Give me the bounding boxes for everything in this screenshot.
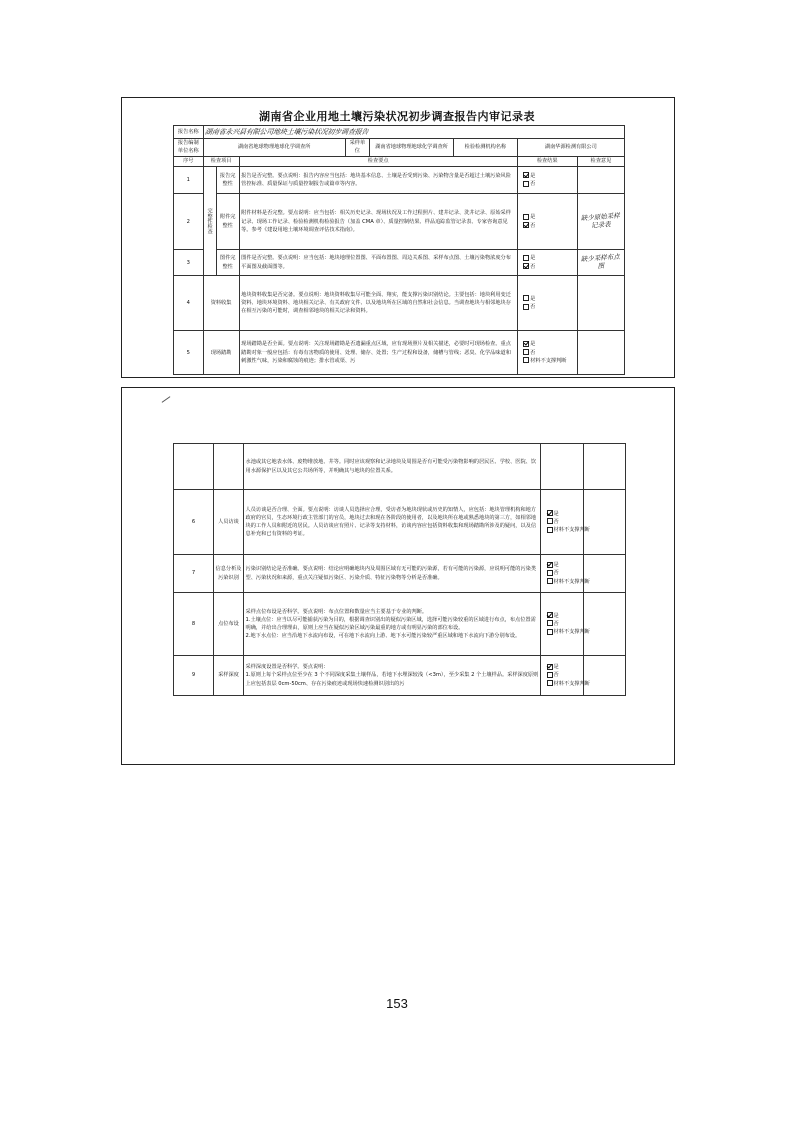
page-number: 153 [386, 996, 408, 1011]
checked-box-icon [523, 222, 529, 228]
table-row-2 [174, 194, 625, 250]
option-yes[interactable]: 是 [519, 254, 575, 262]
opinion-handwriting: 缺少采样布点图 [580, 252, 621, 271]
row-item-empty [214, 444, 244, 490]
row-result [517, 276, 577, 331]
review-table-part2 [173, 443, 626, 696]
row-seq: 4 [174, 276, 204, 331]
checkbox-icon [547, 518, 553, 524]
checked-box-icon [547, 612, 553, 618]
option-insufficient[interactable]: 材料不支撑判断 [543, 526, 582, 534]
content-line: 1.土壤点位：应当以尽可能捕获污染为目的，根据调查识别出的疑似污染区域，选择可能污染较重的区域进行布点，布点位置需明确，并给出合理理由，原则上应当在疑似污染区域污染最重的地方或有明显污染的部位布设。 [245, 616, 536, 631]
row-result [517, 250, 577, 276]
row-item: 报告完整性 [216, 167, 239, 194]
option-yes[interactable]: 是 [519, 172, 575, 180]
document-title: 湖南省企业用地土壤污染状况初步调查报告内审记录表 [259, 110, 535, 123]
option-no[interactable]: 否 [543, 518, 582, 526]
option-insufficient[interactable]: 材料不支撑判断 [543, 628, 582, 636]
tester-value: 湖南华源检测有限公司 [517, 138, 624, 156]
row-item: 附件完整性 [216, 194, 239, 250]
checkbox-icon [523, 255, 529, 261]
row-seq: 1 [174, 167, 204, 194]
checked-box-icon [547, 510, 553, 516]
checkbox-icon [523, 357, 529, 363]
table-row-1 [174, 167, 625, 194]
row-item: 采样深度 [214, 656, 244, 696]
row-opinion [584, 490, 626, 555]
checkbox-icon [523, 214, 529, 220]
row-seq: 9 [174, 656, 214, 696]
row-item: 资料收集 [203, 276, 239, 331]
checked-box-icon [523, 341, 529, 347]
row-content [244, 593, 541, 656]
checkbox-icon [523, 295, 529, 301]
checkbox-icon [547, 672, 553, 678]
row-seq: 3 [174, 250, 204, 276]
checkbox-icon [547, 527, 553, 533]
content-line: 采样点位布设是否科学。要点说明：布点位置和数量应当主要基于专业的判断。 [245, 608, 428, 615]
checkbox-icon [523, 349, 529, 355]
checked-box-icon [523, 263, 529, 269]
row-opinion [577, 331, 624, 375]
row-content: 污染识别结论是否准确。要点说明：结论应明确地块内及周围区域有无可能的污染源，若有可能的污染源，应说明可能的污染类型、污染状况和来源，重点关注疑似污染区、污染介质、特征污染物等分析是否准确。 [244, 555, 541, 593]
row-result [517, 167, 577, 194]
row-opinion [584, 555, 626, 593]
row-opinion [584, 656, 626, 696]
row-content [244, 656, 541, 696]
checked-box-icon [547, 664, 553, 670]
checkbox-icon [547, 680, 553, 686]
completeness-group-label: 完整性检查 [203, 167, 216, 276]
option-no[interactable]: 否 [543, 671, 582, 679]
row-opinion-empty [584, 444, 626, 490]
compiler-value: 湖南省地球物理地球化学调查所 [203, 138, 345, 156]
checkbox-icon [547, 570, 553, 576]
option-no[interactable]: 否 [519, 349, 575, 357]
header-seq: 序号 [174, 156, 204, 166]
row-content: 报告是否完整。要点说明：报告内容应当包括：地块基本信息、土壤是否受到污染、污染物含量是否超过土壤污染风险管控标准、质量保证与质量控制报告或篇章等内容。 [239, 167, 517, 194]
row-result [541, 490, 590, 555]
content-line: 采样深度设置是否科学。要点说明： [245, 664, 329, 671]
checked-box-icon [547, 562, 553, 568]
row-seq: 2 [174, 194, 204, 250]
row-content: 附件材料是否完整。要点说明：应当包括：相关历史记录、现场状况及工作过程照片、建井记录、洗井记录、原始采样记录、现场工作记录、检验检测机构检验报告（加盖 CMA 章）、质量控制结果、样品追踪监管记录表、专家咨询意见等。参考《建设用地土壤环境调查评估技术指南》。 [239, 194, 517, 250]
row-item: 人员访谈 [214, 490, 244, 555]
organization-row [174, 138, 625, 156]
content-line: 2.地下水点位：应当沿地下水流向布设，可在地下水流向上游、地下水可能污染较严重区域和地下水流向下游分别布设。 [245, 633, 521, 640]
option-yes[interactable]: 是 [543, 663, 582, 671]
report-name-value [203, 126, 624, 139]
row-seq: 6 [174, 490, 214, 555]
option-no[interactable]: 否 [519, 180, 575, 188]
header-item: 检查项目 [203, 156, 239, 166]
checked-box-icon [523, 172, 529, 178]
row-seq: 8 [174, 593, 214, 656]
row-item: 点位布设 [214, 593, 244, 656]
header-points: 检查要点 [239, 156, 517, 166]
option-no[interactable]: 否 [543, 569, 582, 577]
row-result-empty [541, 444, 584, 490]
checkbox-icon [547, 578, 553, 584]
option-yes[interactable]: 是 [543, 612, 582, 620]
checkbox-icon [547, 620, 553, 626]
content-line: 1.原则上每个采样点位至少在 3 个不同深度采集土壤样品，若地下水埋深较浅（<3m），至少采集 2 个土壤样品。采样深度原则上应包括表层 0cm-50cm、存在污染痕迹或现场快速检测识别出的污 [245, 672, 539, 687]
option-yes[interactable]: 是 [543, 561, 582, 569]
row-seq-empty [174, 444, 214, 490]
option-yes[interactable]: 是 [519, 213, 575, 221]
row-result [517, 331, 577, 375]
row-item: 现场踏勘 [203, 331, 239, 375]
row-content: 现场踏勘是否全面。要点说明：关注现场踏勘是否遗漏重点区域，应有现场照片及相关描述，必要时可现场检查。重点踏勘对象一般应包括：有毒有害物质的使用、处理、储存、处置；生产过程和设备，储槽与管线；恶臭、化学品味道和刺激性气味，污染和腐蚀的痕迹；排水管或渠、污 [239, 331, 517, 375]
sampler-label: 采样单位 [345, 138, 369, 156]
row-opinion [577, 276, 624, 331]
row-content: 图件是否完整。要点说明：应当包括：地块地理位置图、平面布置图、周边关系图、采样布点图、土壤污染物浓度分布平面图及截面图等。 [239, 250, 517, 276]
sampler-value: 湖南省地球物理地球化学调查所 [369, 138, 453, 156]
table-row-7 [174, 555, 626, 593]
row-result [541, 593, 590, 656]
row-result [541, 656, 590, 696]
row-content: 水池或其它地表水体、废物堆放地、井等。同时应该观察和记录地块及周围是否有可能受污染物影响的居民区、学校、医院、饮用水源保护区以及其它公共场所等，并明确其与地块的位置关系。 [244, 444, 541, 490]
checkbox-icon [547, 629, 553, 635]
row-result [517, 194, 577, 250]
header-opinion: 检查意见 [577, 156, 624, 166]
option-yes[interactable]: 是 [519, 295, 575, 303]
row-seq: 5 [174, 331, 204, 375]
table-row-6 [174, 490, 626, 555]
row-opinion [577, 250, 624, 276]
row-item: 信息分析及污染识别 [214, 555, 244, 593]
option-no[interactable]: 否 [519, 303, 575, 311]
row-opinion [577, 167, 624, 194]
row-item: 图件完整性 [216, 250, 239, 276]
option-yes[interactable]: 是 [543, 510, 582, 518]
table-row-5 [174, 331, 625, 375]
row-content: 人员访谈是否合理、全面。要点说明：访谈人员选择应合理，受访者为地块现状或历史的知情人，应包括：地块管理机构和地方政府的官员，生态环境行政主管部门的官员，地块过去和现在各阶段的使用者，以及地块所在地或熟悉地块的第三方，如相邻地块的工作人员和附近的居民。人员访谈应有照片、记录等支持材料，访谈内容应包括资料收集和现场踏勘所涉及的疑问，以及信息补充和已有资料的考证。 [244, 490, 541, 555]
report-name-label: 报告名称 [174, 126, 204, 139]
option-yes[interactable]: 是 [519, 340, 575, 348]
row-opinion [584, 593, 626, 656]
table-row-4 [174, 276, 625, 331]
header-row [174, 156, 625, 166]
table-row-8 [174, 593, 626, 656]
report-name-row [174, 126, 625, 139]
option-insufficient[interactable]: 材料不支撑判断 [543, 578, 582, 586]
row-seq: 7 [174, 555, 214, 593]
report-name-handwriting: 湖南省永兴县有限公司地块土壤污染状况初步调查报告 [204, 127, 369, 136]
option-no[interactable]: 否 [543, 620, 582, 628]
header-result: 检查结果 [517, 156, 577, 166]
checkbox-icon [523, 304, 529, 310]
option-insufficient[interactable]: 材料不支撑判断 [543, 680, 582, 688]
compiler-label: 报告编制单位名称 [174, 138, 204, 156]
row-result [541, 555, 590, 593]
option-no[interactable]: 否 [519, 222, 575, 230]
review-table-part1 [173, 125, 625, 375]
opinion-handwriting: 缺少原始采样记录表 [580, 211, 621, 230]
row-content: 地块资料收集是否完备。要点说明：地块资料收集尽可能全面、翔实，能支撑污染识别结论。主要包括：地块利用变迁资料、地块环境资料、地块相关记录、有关政府文件、以及地块所在区域的自然和社会信息。当调查地块与相邻地块存在相互污染的可能时，调查相邻地块的相关记录和资料。 [239, 276, 517, 331]
checkbox-icon [523, 181, 529, 187]
tester-label: 检验检测机构名称 [454, 138, 517, 156]
table-row-5-continued [174, 444, 626, 490]
option-no[interactable]: 否 [519, 263, 575, 271]
table-row-3 [174, 250, 625, 276]
table-row-9 [174, 656, 626, 696]
option-insufficient[interactable]: 材料不支撑判断 [519, 357, 575, 365]
row-opinion [577, 194, 624, 250]
